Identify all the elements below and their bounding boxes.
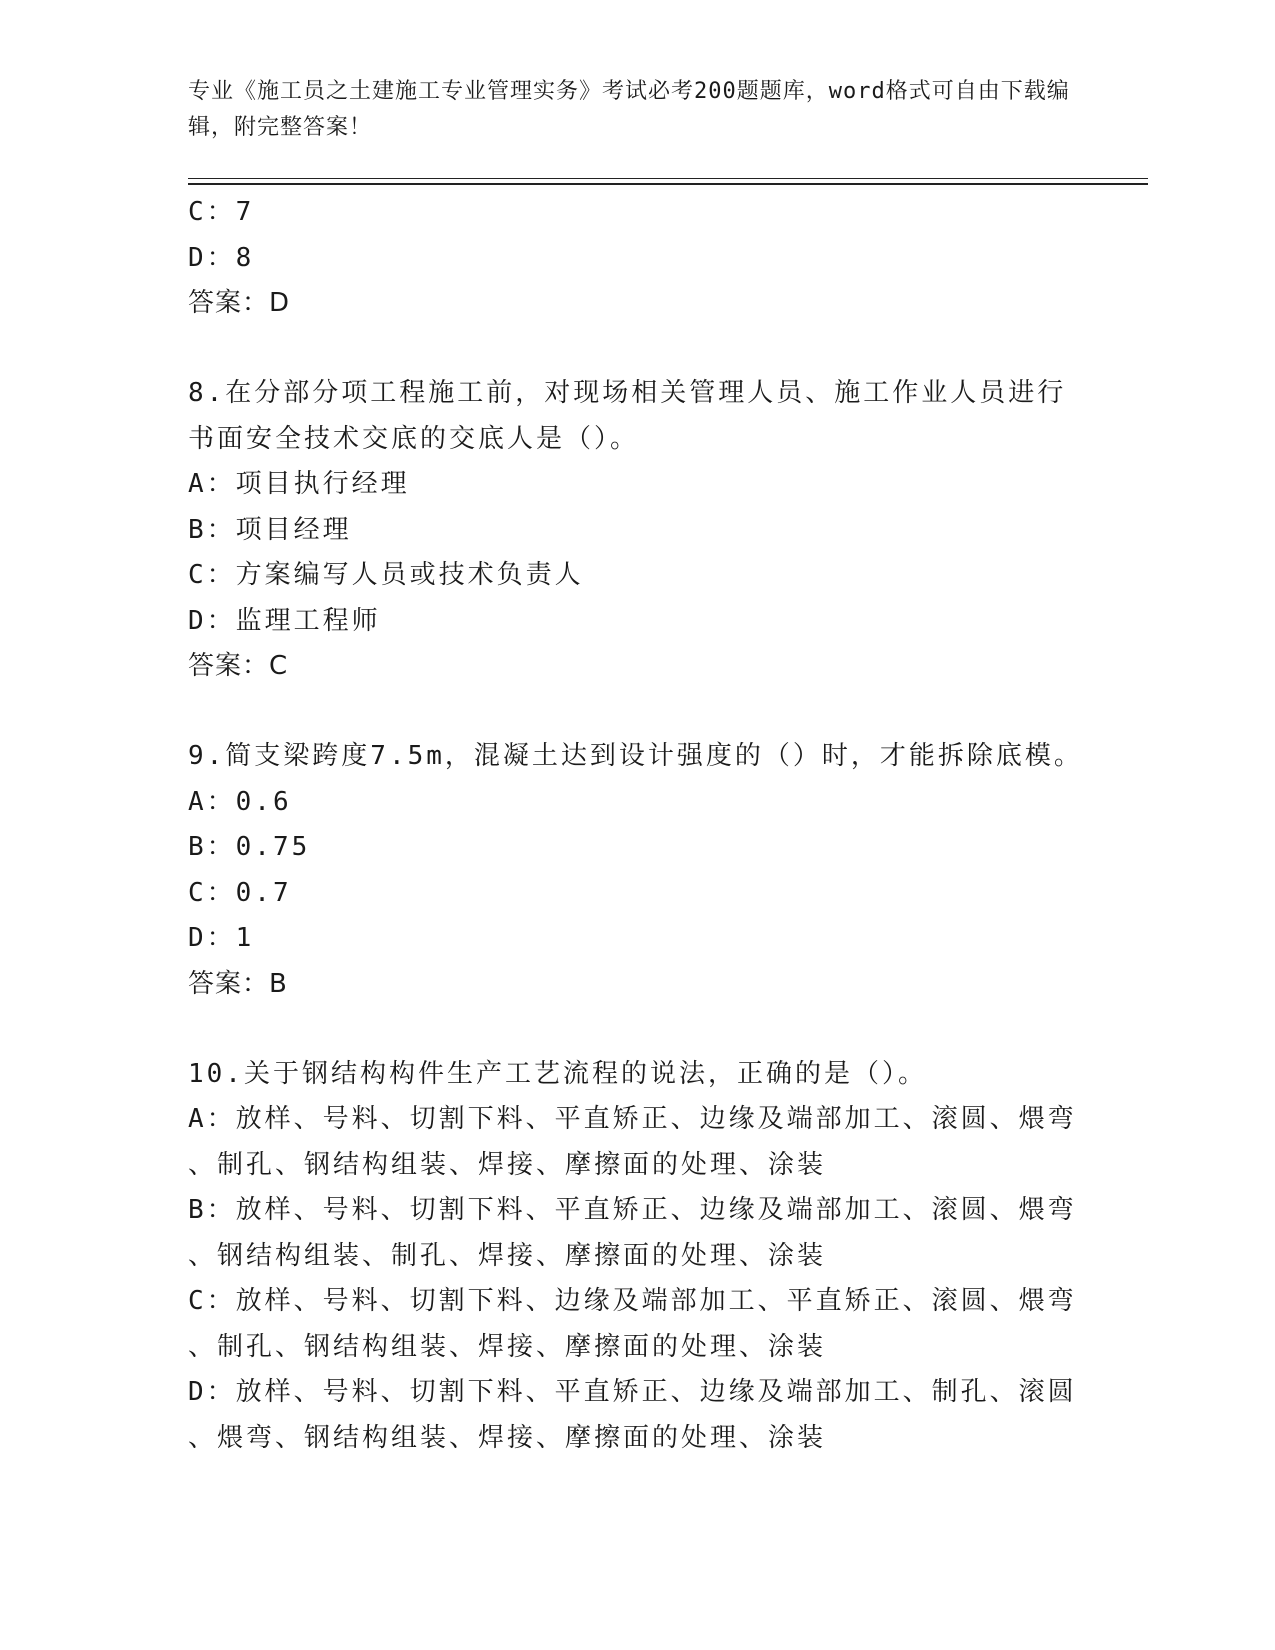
option-d: D：1 xyxy=(188,923,255,953)
option-a-continued: 、制孔、钢结构组装、焊接、摩擦面的处理、涂装 xyxy=(188,1149,827,1180)
option-d: D：监理工程师 xyxy=(188,605,381,636)
document-header: 专业《施工员之土建施工专业管理实务》考试必考200题题库，word格式可自由下载编辑，附完整答案！ xyxy=(188,79,1070,140)
option-c: C：放样、号料、切割下料、边缘及端部加工、平直矫正、滚圆、煨弯 xyxy=(188,1286,1077,1316)
question-continued xyxy=(188,190,1088,326)
option-a: A：0.6 xyxy=(188,786,292,817)
option-b: B：0.75 xyxy=(188,832,311,862)
option-d-continued: 、煨弯、钢结构组装、焊接、摩擦面的处理、涂装 xyxy=(188,1422,827,1453)
question-stem: 10.关于钢结构构件生产工艺流程的说法，正确的是（）。 xyxy=(188,1058,927,1089)
option-c: C：7 xyxy=(188,197,255,227)
question-list xyxy=(188,190,1088,1461)
option-a: A：项目执行经理 xyxy=(188,469,410,499)
question-10 xyxy=(188,1052,1088,1462)
header-rule-thick xyxy=(188,183,1148,185)
header-rule-thin xyxy=(188,178,1148,179)
option-c: C：0.7 xyxy=(188,877,292,908)
question-8 xyxy=(188,371,1088,689)
option-d: D：8 xyxy=(188,242,255,273)
question-stem: 9.简支梁跨度7.5m，混凝土达到设计强度的（）时，才能拆除底模。 xyxy=(188,741,1083,771)
question-stem: 8.在分部分项工程施工前，对现场相关管理人员、施工作业人员进行 xyxy=(188,378,1067,408)
answer-line: 答案：B xyxy=(188,968,288,999)
option-b: B：放样、号料、切割下料、平直矫正、边缘及端部加工、滚圆、煨弯 xyxy=(188,1195,1077,1225)
option-b-continued: 、钢结构组装、制孔、焊接、摩擦面的处理、涂装 xyxy=(188,1240,827,1271)
answer-line: 答案：C xyxy=(188,651,289,681)
spacer xyxy=(188,326,1088,371)
option-d: D：放样、号料、切割下料、平直矫正、边缘及端部加工、制孔、滚圆 xyxy=(188,1377,1077,1407)
question-9 xyxy=(188,734,1088,1007)
spacer xyxy=(188,689,1088,734)
option-c-continued: 、制孔、钢结构组装、焊接、摩擦面的处理、涂装 xyxy=(188,1331,827,1362)
answer-line: 答案：D xyxy=(188,288,291,318)
option-a: A：放样、号料、切割下料、平直矫正、边缘及端部加工、滚圆、煨弯 xyxy=(188,1104,1077,1134)
question-stem-continued: 书面安全技术交底的交底人是（）。 xyxy=(188,423,640,454)
option-c: C：方案编写人员或技术负责人 xyxy=(188,560,584,590)
option-b: B：项目经理 xyxy=(188,514,352,545)
spacer xyxy=(188,1007,1088,1052)
